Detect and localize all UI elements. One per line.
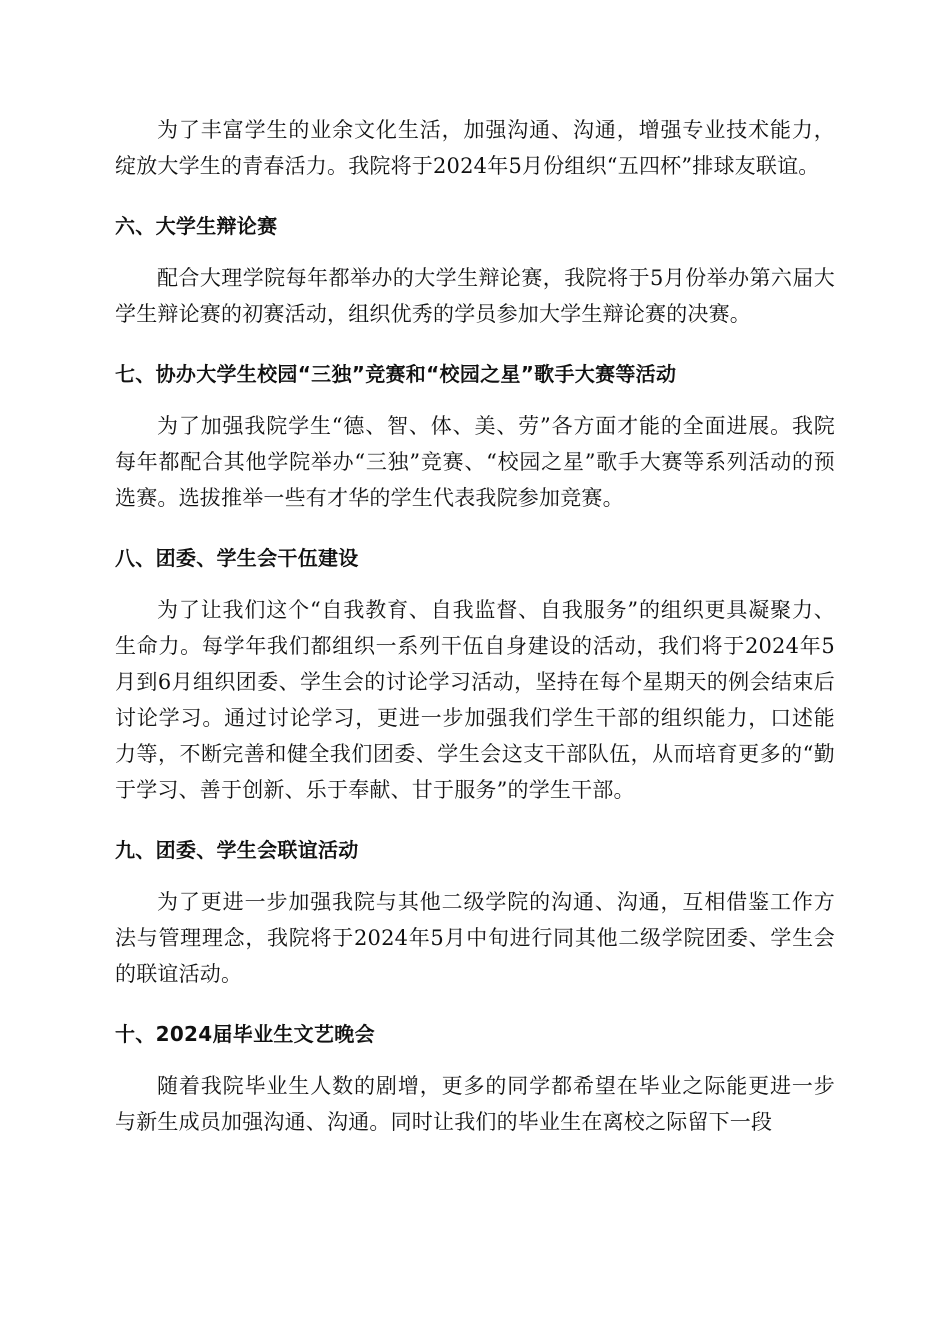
heading-singing-contest: 七、协办大学生校园“三独”竞赛和“校园之星”歌手大赛等活动 <box>115 362 677 386</box>
paragraph-graduation-gala: 随着我院毕业生人数的剧增，更多的同学都希望在毕业之际能更进一步与新生成员加强沟通、沟通。同时让我们的毕业生在离校之际留下一段 <box>115 1074 835 1134</box>
heading-friendship-activity: 九、团委、学生会联谊活动 <box>115 838 359 862</box>
heading-graduation-gala: 十、2024届毕业生文艺晚会 <box>115 1022 375 1046</box>
paragraph-volleyball: 为了丰富学生的业余文化生活，加强沟通、沟通，增强专业技术能力，绽放大学生的青春活力。我院将于2024年5月份组织“五四杯”排球友联谊。 <box>115 118 835 178</box>
document-page <box>115 112 835 1140</box>
paragraph-singing-contest: 为了加强我院学生“德、智、体、美、劳”各方面才能的全面进展。我院每年都配合其他学院举办“三独”竞赛、“校园之星”歌手大赛等系列活动的预选赛。选拔推举一些有才华的学生代表我院参加竞赛。 <box>115 414 835 510</box>
paragraph-debate: 配合大理学院每年都举办的大学生辩论赛，我院将于5月份举办第六届大学生辩论赛的初赛活动，组织优秀的学员参加大学生辩论赛的决赛。 <box>115 266 835 326</box>
heading-debate: 六、大学生辩论赛 <box>115 214 278 238</box>
heading-cadre-building: 八、团委、学生会干伍建设 <box>115 546 359 570</box>
paragraph-friendship-activity: 为了更进一步加强我院与其他二级学院的沟通、沟通，互相借鉴工作方法与管理理念，我院将于2024年5月中旬进行同其他二级学院团委、学生会的联谊活动。 <box>115 890 835 986</box>
paragraph-cadre-building: 为了让我们这个“自我教育、自我监督、自我服务”的组织更具凝聚力、生命力。每学年我们都组织一系列干伍自身建设的活动，我们将于2024年5月到6月组织团委、学生会的讨论学习活动，坚持在每个星期天的例会结束后讨论学习。通过讨论学习，更进一步加强我们学生干部的组织能力，口述能力等，不断完善和健全我们团委、学生会这支干部队伍，从而培育更多的“勤于学习、善于创新、乐于奉献、甘于服务”的学生干部。 <box>115 598 835 802</box>
